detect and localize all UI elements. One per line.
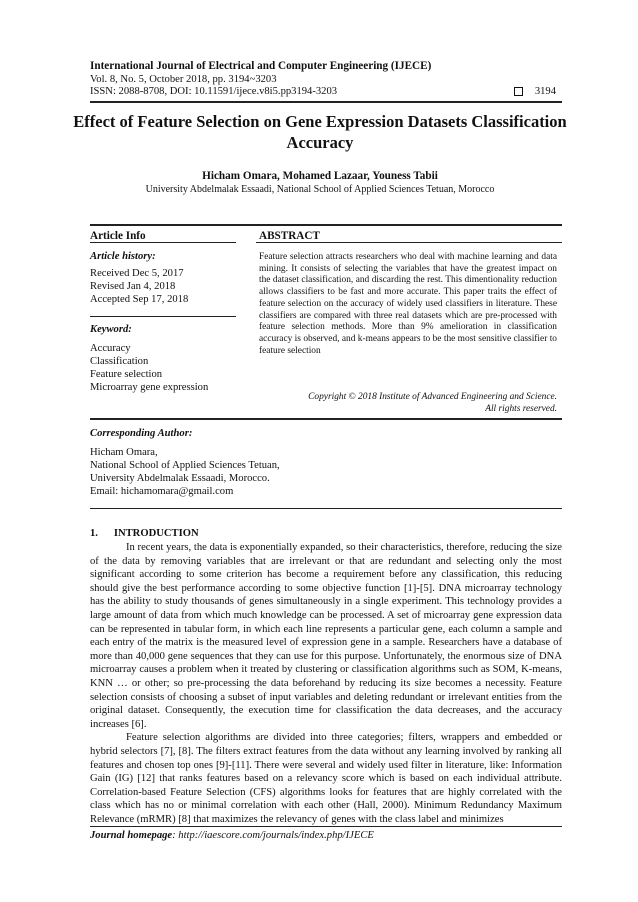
keyword-item: Accuracy	[90, 343, 131, 354]
info-top-rule	[90, 224, 562, 226]
page-number-block	[514, 86, 556, 97]
keyword-list	[90, 342, 208, 394]
abstract-text: Feature selection attracts researchers who deal with machine learning and data mining. It consists of selecting the variables that have the greatest impact on the dataset classification, and discarding the rest. This dimentionality reduction allows classifiers to be fast and more accurate. This paper traits the effect of feature selection on the accuracy of widely used classifiers in literature. These classifiers are compared with three real datasets which are pre-processed with feature selection methods. More than 9% amelioration in classification accuracy is observed, and k-means appears to be the most sensitive classifier to feature selection	[259, 252, 557, 356]
author-email: Email: hichamomara@gmail.com	[90, 486, 234, 497]
introduction-heading: 1. INTRODUCTION	[90, 528, 199, 539]
copyright-line: Copyright © 2018 Institute of Advanced Engineering and Science.	[308, 392, 557, 402]
page-number: 3194	[534, 86, 556, 97]
square-icon	[514, 87, 523, 96]
corresponding-author-label: Corresponding Author:	[90, 428, 193, 439]
header-rule	[90, 101, 562, 103]
info-bottom-rule	[90, 418, 562, 420]
history-accepted: Accepted Sep 17, 2018	[90, 294, 189, 305]
author-name: Hicham Omara,	[90, 447, 158, 458]
keyword-item: Microarray gene expression	[90, 382, 209, 393]
paper-title: Effect of Feature Selection on Gene Expression Datasets Classification Accuracy	[73, 112, 567, 152]
history-rule	[90, 316, 236, 317]
corresponding-rule	[90, 508, 562, 509]
journal-name: International Journal of Electrical and Computer Engineering (IJECE)	[90, 60, 432, 72]
affiliation: University Abdelmalak Essaadi, National School of Applied Sciences Tetuan, Morocco	[145, 184, 495, 195]
paragraph: Feature selection algorithms are divided into three categories; filters, wrappers and embedded or hybrid selectors [7], [8]. The filters extract features from the data without any learning involved by ranking all features and chosen top ones [9]-[11]. There were several and widely used filter in literature, like: Information Gain (IG) [12] that ranks features based on a relevancy score which is based on each individual attribute. Correlation-based Feature Selection (CFS) algorithms looks for features that are highly correlated with the class which has no or minimal correlation with each other (Hall, 2000). Minimum Redundancy Maximum Relevance (mRMR) [8] that maximizes the relevancy of genes with the class label and minimizes	[90, 732, 562, 825]
volume-line: Vol. 8, No. 5, October 2018, pp. 3194~3203	[90, 74, 277, 85]
footer-rule	[90, 826, 562, 827]
keyword-item: Classification	[90, 356, 149, 367]
history-received: Received Dec 5, 2017	[90, 268, 184, 279]
rights-line: All rights reserved.	[485, 404, 557, 414]
copyright	[259, 391, 557, 415]
article-info-heading: Article Info	[90, 230, 146, 242]
introduction-body	[90, 541, 562, 826]
abstract-rule	[256, 242, 562, 243]
footer	[90, 830, 374, 841]
homepage-url[interactable]: : http://iaescore.com/journals/index.php/IJECE	[172, 830, 374, 841]
article-history-label: Article history:	[90, 251, 156, 262]
abstract-heading: ABSTRACT	[259, 230, 320, 242]
author-school: National School of Applied Sciences Tetuan,	[90, 460, 280, 471]
history-revised: Revised Jan 4, 2018	[90, 281, 176, 292]
keyword-item: Feature selection	[90, 369, 163, 380]
article-history-list	[90, 267, 188, 306]
corresponding-author-details	[90, 446, 280, 498]
author-university: University Abdelmalak Essaadi, Morocco.	[90, 473, 270, 484]
authors: Hicham Omara, Mohamed Lazaar, Youness Tabii	[202, 170, 438, 182]
issn-line: ISSN: 2088-8708, DOI: 10.11591/ijece.v8i5.pp3194-3203	[90, 86, 338, 97]
homepage-label: Journal homepage	[90, 830, 173, 841]
keyword-label: Keyword:	[90, 324, 132, 335]
article-info-rule	[90, 242, 236, 243]
paragraph: In recent years, the data is exponentially expanded, so their characteristics, therefore, reducing the size of the data by removing variables that are irrelevant or that are redundant and selecting only the most significant according to some criterion has become a requirement before any classification, this reducing should give the best performance according to some objective function [1]-[5]. DNA microarray technology has the ability to study thousands of genes simultaneously in a single experiment. This technology provides a large amount of data from which much knowledge can be processed. A set of microarray gene expression data can be represented in tabular form, in which each line represents a particular gene, each column a sample and each entry of the matrix is the measured level of expression gene in a sample. Researchers have a database of more than 40,000 gene sequences that they can use for this purpose. Unfortunately, the enormous size of DNA microarray causes a problem when it treated by clustering or classification algorithms such as SOM, K-means, KNN … or other; so pre-processing the data beforehand by reducing its size becomes a necessity. Feature selection consists of choosing a subset of input variables and deleting redundant or irrelevant entities from the original dataset. Consequently, the execution time for classification the data decreases, and the accuracy increases [6].	[90, 542, 562, 730]
